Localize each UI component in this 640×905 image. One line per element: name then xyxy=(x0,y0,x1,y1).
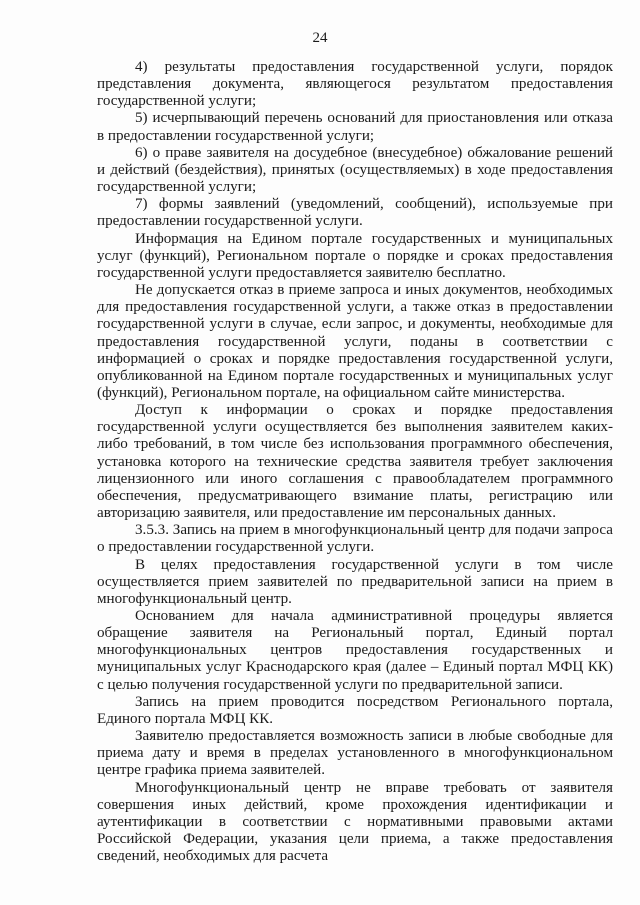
document-body xyxy=(97,59,613,865)
paragraph-item-4: 4) результаты предоставления государственной услуги, порядок представления документа, являющегося результатом предоставления государственной услуги; xyxy=(97,59,613,110)
paragraph-item-6: 6) о праве заявителя на досудебное (внесудебное) обжалование решений и действий (бездействия), принятых (осуществляемых) в ходе предоставления государственной услуги; xyxy=(97,144,613,196)
paragraph-access-info: Доступ к информации о сроках и порядке предоставления государственной услуги осуществляется без выполнения заявителем каких-либо требований, в том числе без использования программного обеспечения, установка которого на технические средства заявителя требует заключения лицензионного или иного соглашения с правообладателем программного обеспечения, предусматривающего взимание платы, регистрацию или авторизацию заявителя, или предоставление им персональных данных. xyxy=(97,402,613,522)
paragraph-registration-via: Запись на прием проводится посредством Регионального портала, Единого портала МФЦ КК. xyxy=(97,693,613,727)
page-number: 24 xyxy=(312,30,328,46)
paragraph-free-info: Информация на Едином портале государственных и муниципальных услуг (функций), Региональном портале о порядке и сроках предоставления государственной услуги предоставляется заявителю бесплатно. xyxy=(97,230,613,281)
paragraph-item-7: 7) формы заявлений (уведомлений, сообщений), используемые при предоставлении государственной услуги. xyxy=(97,196,613,230)
paragraph-item-5: 5) исчерпывающий перечень оснований для приостановления или отказа в предоставлении государственной услуги; xyxy=(97,110,613,144)
section-heading-3-5-3: 3.5.3. Запись на прием в многофункциональный центр для подачи запроса о предоставлении государственной услуги. xyxy=(97,522,613,556)
paragraph-no-refusal: Не допускается отказ в приеме запроса и иных документов, необходимых для предоставления государственной услуги, а также отказ в предоставлении государственной услуги в случае, если запрос, и документы, необходимые для предоставления государственной услуги, поданы в соответствии с информацией о сроках и порядке предоставления государственной услуги, опубликованной на Едином портале государственных и муниципальных услуг (функций), Региональном портале, на официальном сайте министерства. xyxy=(97,282,613,401)
paragraph-free-slot: Заявителю предоставляется возможность записи в любые свободные для приема дату и время в пределах установленного в многофункциональном центре графика приема заявителей. xyxy=(97,728,613,779)
paragraph-pre-registration: В целях предоставления государственной услуги в том числе осуществляется прием заявителей по предварительной записи на прием в многофункциональный центр. xyxy=(97,556,613,607)
paragraph-mfc-requirements: Многофункциональный центр не вправе требовать от заявителя совершения иных действий, кроме прохождения идентификации и аутентификации в соответствии с нормативными правовыми актами Российской Федерации, указания цели приема, а также предоставления сведений, необходимых для расчета xyxy=(97,779,613,865)
paragraph-procedure-basis: Основанием для начала административной процедуры является обращение заявителя на Региональный портал, Единый портал многофункциональных центров предоставления государственных и муниципальных услуг Краснодарского края (далее – Единый портал МФЦ КК) с целью получения государственной услуги по предварительной записи. xyxy=(97,608,613,693)
